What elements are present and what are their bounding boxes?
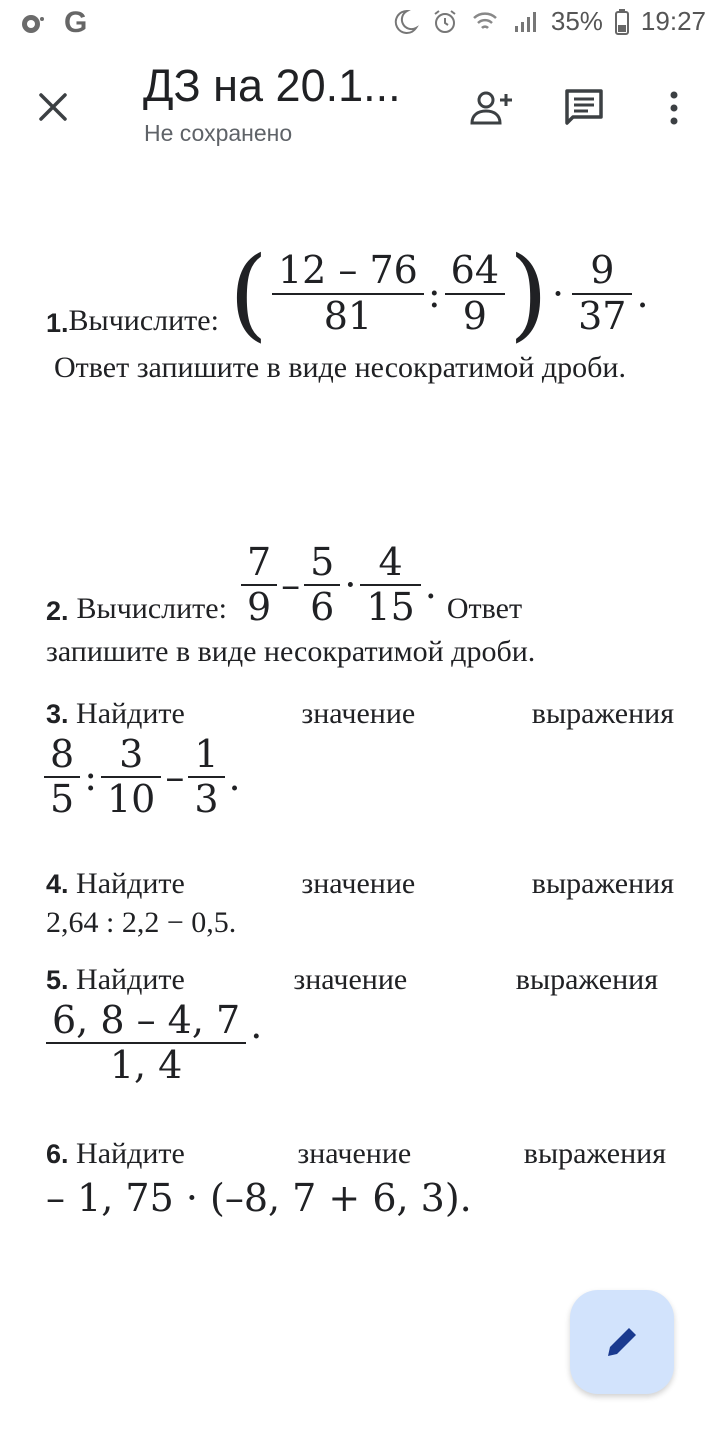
task-6: 6. Найдите значение выражения – 1, 75 · (–8, 7 + 6, 3). xyxy=(46,1136,674,1221)
task-3: 3. Найдите значение выражения $\frac{8}{5}$ : $\frac{3}{10}$ – $\frac{1}{3}$ . xyxy=(46,696,674,822)
task-text: запишите в виде несократимой дроби. xyxy=(46,635,536,668)
signal-icon xyxy=(511,8,539,36)
wifi-icon xyxy=(471,8,499,36)
task-4: 4. Найдите значение выражения 2,64 : 2,2 − 0,5. xyxy=(46,866,674,941)
document-title: ДЗ на 20.1... xyxy=(143,60,401,111)
add-person-icon xyxy=(470,90,514,126)
fraction: $\frac{5}{6}$ xyxy=(304,541,340,630)
fraction: $\frac{12 - 76}{81}$ xyxy=(272,249,424,338)
comments-button[interactable] xyxy=(560,84,608,132)
edit-pencil-icon xyxy=(602,1322,642,1362)
more-options-button[interactable] xyxy=(650,84,698,132)
fraction: $\frac{9}{37}$ xyxy=(572,249,632,338)
share-button[interactable] xyxy=(468,84,516,132)
fraction: $\frac{8}{5}$ xyxy=(44,733,80,822)
battery-percent: 35% xyxy=(550,6,603,36)
task-prefix: Вычислите: xyxy=(68,304,219,338)
math-expression: 2,64 : 2,2 − 0,5. xyxy=(46,905,237,939)
math-expression: $\frac{7}{9}$ – $\frac{5}{6}$ · $\frac{4}{15}$ . xyxy=(237,541,437,630)
task-number: 5. xyxy=(46,965,69,995)
sync-icon xyxy=(18,9,46,37)
close-icon xyxy=(38,92,68,122)
fraction: $\frac{64}{9}$ xyxy=(445,249,505,338)
edit-fab-button[interactable] xyxy=(570,1290,674,1394)
fraction: $\frac{4}{15}$ xyxy=(360,541,420,630)
paren-open: ( xyxy=(228,235,268,352)
math-expression: ( $\frac{12 - 76}{81}$ : $\frac{64}{9}$ ) · $\frac{9}{37}$ . xyxy=(228,235,649,352)
status-bar xyxy=(0,0,720,46)
fraction: $\frac{7}{9}$ xyxy=(241,541,277,630)
app-bar xyxy=(0,46,720,166)
close-button[interactable] xyxy=(30,84,76,130)
fraction: $\frac{3}{10}$ xyxy=(101,733,161,822)
paren-close: ) xyxy=(509,235,549,352)
task-5: 5. Найдите значение выражения $\frac{6, 8 - 4, 7}{1, 4}$ . xyxy=(46,963,658,1088)
clock: 19:27 xyxy=(640,6,706,36)
task-number: 6. xyxy=(46,1139,69,1169)
math-expression: $\frac{6, 8 - 4, 7}{1, 4}$ . xyxy=(46,999,262,1088)
more-icon xyxy=(668,90,680,126)
comment-icon xyxy=(564,88,604,128)
fraction: $\frac{1}{3}$ xyxy=(188,733,224,822)
task-number: 1. xyxy=(46,308,69,339)
math-expression: – 1, 75 · (–8, 7 + 6, 3). xyxy=(46,1175,472,1220)
task-number: 2. xyxy=(46,596,69,627)
battery-icon xyxy=(615,9,629,35)
alarm-icon xyxy=(431,8,459,36)
google-icon: G xyxy=(64,6,88,39)
moon-icon xyxy=(391,8,419,36)
fraction: $\frac{6, 8 - 4, 7}{1, 4}$ xyxy=(46,999,246,1088)
task-text-tail: Ответ xyxy=(446,592,523,626)
task-number: 4. xyxy=(46,869,69,899)
task-number: 3. xyxy=(46,699,69,729)
task-prefix: Вычислите: xyxy=(76,592,227,626)
save-status: Не сохранено xyxy=(144,120,293,146)
task-1 xyxy=(46,222,674,387)
task-2 xyxy=(46,520,674,671)
task-text: Ответ запишите в виде несократимой дроби. xyxy=(54,351,626,384)
math-expression: $\frac{8}{5}$ : $\frac{3}{10}$ – $\frac{1}{3}$ . xyxy=(40,733,241,822)
